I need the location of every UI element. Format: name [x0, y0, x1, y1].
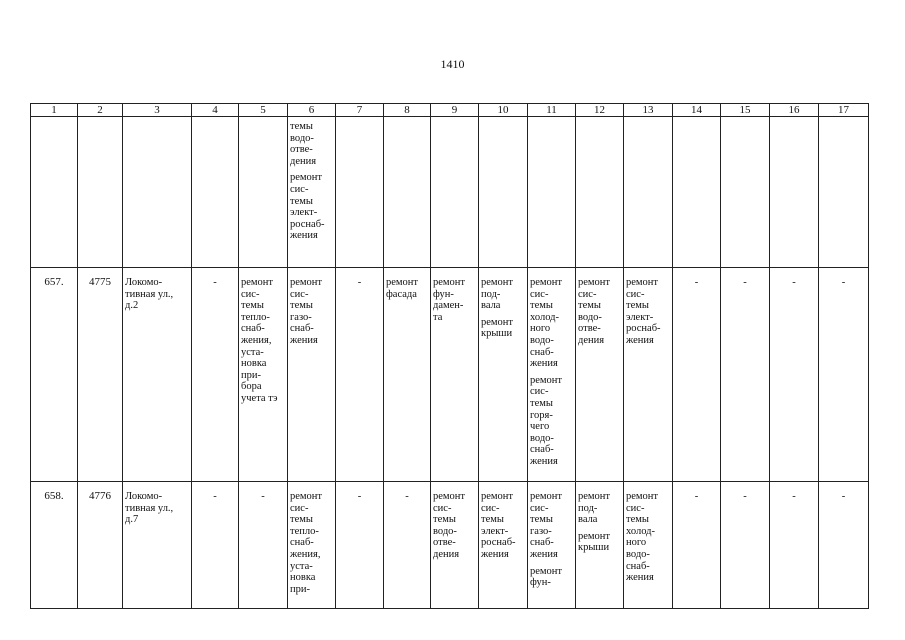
- house-id-cell: 4775: [78, 268, 123, 482]
- work-line: тепло-: [290, 525, 319, 537]
- work-line: холод-: [530, 311, 559, 323]
- work-line: жения: [530, 548, 558, 560]
- work-cell: [384, 268, 431, 482]
- work-line: ремонт: [386, 277, 419, 288]
- address-line: тивная ул.,: [125, 502, 174, 514]
- work-line: сис-: [626, 502, 645, 514]
- address-cell: [431, 117, 479, 268]
- work-line: снаб-: [530, 444, 554, 456]
- work-line: та: [433, 311, 443, 323]
- work-line: при-: [290, 583, 310, 595]
- work-line: крыши: [578, 542, 610, 554]
- work-item: [433, 491, 476, 561]
- work-line: темы: [530, 300, 553, 312]
- work-cell: [576, 482, 624, 609]
- work-item: [433, 277, 476, 323]
- value-cell: [819, 117, 869, 268]
- work-line: снаб-: [530, 346, 554, 358]
- work-line: жения: [530, 358, 558, 370]
- work-line: жения: [626, 572, 654, 584]
- work-line: под-: [481, 288, 501, 300]
- work-line: темы: [290, 300, 313, 312]
- column-number-header: 10: [479, 104, 528, 117]
- value-cell: -: [819, 268, 869, 482]
- column-number-header: 15: [721, 104, 770, 117]
- work-item: [481, 491, 525, 561]
- address-line: Локомо-: [125, 491, 163, 502]
- work-line: дения: [578, 334, 605, 346]
- work-line: крыши: [481, 328, 513, 340]
- work-line: тепло-: [241, 311, 270, 323]
- work-line: дения: [290, 155, 317, 167]
- value-cell: [336, 117, 384, 268]
- work-line: вала: [578, 514, 598, 526]
- row-number-cell: [31, 117, 78, 268]
- address-cell: [624, 117, 673, 268]
- work-line: сис-: [530, 288, 549, 300]
- work-item: [290, 172, 333, 242]
- value-cell: -: [192, 482, 239, 609]
- work-line: темы: [241, 300, 264, 312]
- work-cell: [624, 268, 673, 482]
- work-item: [481, 317, 525, 340]
- work-line: жения: [290, 230, 318, 242]
- row-number-cell: 657.: [31, 268, 78, 482]
- work-cell: [288, 117, 336, 268]
- work-line: элект-: [290, 207, 318, 219]
- work-cell: [288, 268, 336, 482]
- work-cell: [288, 482, 336, 609]
- work-line: снаб-: [530, 537, 554, 549]
- work-item: [481, 277, 525, 312]
- work-cell: [431, 482, 479, 609]
- value-cell: -: [770, 482, 819, 609]
- work-line: сис-: [290, 183, 309, 195]
- value-cell: -: [673, 482, 721, 609]
- work-cell: [479, 482, 528, 609]
- work-line: новка: [290, 572, 316, 584]
- work-line: сис-: [481, 502, 500, 514]
- house-id-cell: [78, 117, 123, 268]
- column-number-header: 7: [336, 104, 384, 117]
- address-line: д.7: [125, 514, 139, 526]
- work-item: [578, 531, 621, 554]
- work-item: [626, 277, 670, 347]
- work-line: роснаб-: [481, 537, 516, 549]
- work-item: [290, 491, 333, 595]
- work-item: [530, 491, 573, 561]
- column-number-header: 5: [239, 104, 288, 117]
- work-line: фун-: [433, 288, 454, 300]
- page-number: 1410: [440, 57, 465, 71]
- column-number-row: [31, 104, 869, 117]
- work-line: роснаб-: [290, 218, 325, 230]
- work-line: сис-: [530, 502, 549, 514]
- work-line: отве-: [290, 144, 313, 156]
- work-line: жения: [290, 334, 318, 346]
- work-line: водо-: [433, 525, 457, 537]
- column-number-header: 14: [673, 104, 721, 117]
- work-line: ремонт: [290, 277, 323, 288]
- work-line: темы: [530, 514, 553, 526]
- address-cell: [384, 117, 431, 268]
- work-line: снаб-: [626, 560, 650, 572]
- column-number-header: 8: [384, 104, 431, 117]
- column-number-header: 12: [576, 104, 624, 117]
- work-line: фун-: [530, 577, 551, 589]
- work-cell: [528, 482, 576, 609]
- work-item: [530, 566, 573, 589]
- work-line: сис-: [290, 288, 309, 300]
- value-cell: [770, 117, 819, 268]
- work-cell: [576, 268, 624, 482]
- work-line: ремонт: [433, 491, 466, 502]
- work-line: ремонт: [481, 277, 514, 288]
- table-row: [31, 117, 869, 268]
- house-id-cell: 4776: [78, 482, 123, 609]
- address-line: д.2: [125, 300, 139, 312]
- work-line: под-: [578, 502, 598, 514]
- work-line: темы: [290, 121, 313, 132]
- work-line: темы: [578, 300, 601, 312]
- value-cell: -: [336, 268, 384, 482]
- work-line: темы: [626, 300, 649, 312]
- address-cell: [576, 117, 624, 268]
- work-line: темы: [481, 514, 504, 526]
- column-number-header: 9: [431, 104, 479, 117]
- work-cell: [624, 482, 673, 609]
- address-line: Локомо-: [125, 277, 163, 288]
- work-line: снаб-: [290, 323, 314, 335]
- work-line: отве-: [433, 537, 456, 549]
- work-line: фасада: [386, 288, 417, 300]
- work-line: водо-: [530, 432, 554, 444]
- value-cell: -: [384, 482, 431, 609]
- work-line: жения: [481, 548, 509, 560]
- work-item: [626, 491, 670, 584]
- work-line: водо-: [530, 334, 554, 346]
- work-line: ремонт: [530, 491, 563, 502]
- work-line: сис-: [433, 502, 452, 514]
- address-line: тивная ул.,: [125, 288, 174, 300]
- work-line: чего: [530, 421, 550, 433]
- address-cell: [123, 268, 192, 482]
- column-number-header: 17: [819, 104, 869, 117]
- column-number-header: 2: [78, 104, 123, 117]
- table-row: [31, 482, 869, 609]
- work-line: ного: [626, 537, 647, 549]
- work-line: газо-: [290, 311, 312, 323]
- work-line: водо-: [626, 548, 650, 560]
- work-cell: [431, 268, 479, 482]
- work-line: ремонт: [530, 277, 563, 288]
- work-line: ремонт: [530, 374, 563, 386]
- work-line: водо-: [290, 132, 314, 144]
- work-line: водо-: [578, 311, 602, 323]
- work-line: дения: [433, 548, 460, 560]
- row-number-cell: 658.: [31, 482, 78, 609]
- work-item: [386, 277, 428, 300]
- table-row: [31, 268, 869, 482]
- address-cell: [123, 482, 192, 609]
- value-cell: -: [819, 482, 869, 609]
- work-line: жения,: [241, 334, 272, 346]
- address-cell: [239, 117, 288, 268]
- work-line: сис-: [530, 386, 549, 398]
- work-line: сис-: [626, 288, 645, 300]
- work-item: [290, 121, 333, 167]
- work-line: ремонт: [481, 491, 514, 502]
- work-line: газо-: [530, 525, 552, 537]
- work-line: ремонт: [626, 277, 659, 288]
- work-line: бора: [241, 381, 262, 393]
- work-line: темы: [530, 397, 553, 409]
- work-line: вала: [481, 300, 501, 312]
- work-line: ремонт: [578, 530, 611, 542]
- column-number-header: 16: [770, 104, 819, 117]
- work-line: ремонт: [578, 491, 611, 502]
- work-item: [530, 375, 573, 468]
- address-cell: [528, 117, 576, 268]
- value-cell: -: [673, 268, 721, 482]
- column-number-header: 4: [192, 104, 239, 117]
- work-line: ремонт: [241, 277, 274, 288]
- work-line: жения: [626, 334, 654, 346]
- work-line: при-: [241, 369, 261, 381]
- value-cell: -: [239, 482, 288, 609]
- value-cell: -: [770, 268, 819, 482]
- work-line: снаб-: [290, 537, 314, 549]
- work-line: учета тэ: [241, 392, 278, 404]
- work-line: ремонт: [578, 277, 611, 288]
- work-line: ного: [530, 323, 551, 335]
- value-cell: -: [721, 482, 770, 609]
- work-item: [530, 277, 573, 370]
- value-cell: -: [721, 268, 770, 482]
- column-number-header: 11: [528, 104, 576, 117]
- value-cell: -: [336, 482, 384, 609]
- work-line: ремонт: [290, 172, 323, 184]
- work-item: [578, 277, 621, 347]
- work-line: уста-: [241, 346, 264, 358]
- work-line: новка: [241, 358, 267, 370]
- work-item: [578, 491, 621, 526]
- column-number-header: 6: [288, 104, 336, 117]
- work-line: дамен-: [433, 300, 464, 312]
- work-line: сис-: [290, 502, 309, 514]
- work-cell: [528, 268, 576, 482]
- column-number-header: 3: [123, 104, 192, 117]
- work-line: элект-: [626, 311, 654, 323]
- work-line: ремонт: [626, 491, 659, 502]
- work-item: [241, 277, 285, 405]
- work-line: сис-: [241, 288, 260, 300]
- work-line: ремонт: [481, 316, 514, 328]
- work-line: ремонт: [530, 565, 563, 577]
- work-line: уста-: [290, 560, 313, 572]
- column-number-header: 1: [31, 104, 78, 117]
- work-line: холод-: [626, 525, 655, 537]
- value-cell: [721, 117, 770, 268]
- column-number-header: 13: [624, 104, 673, 117]
- work-line: роснаб-: [626, 323, 661, 335]
- work-cell: [239, 268, 288, 482]
- work-line: отве-: [578, 323, 601, 335]
- work-line: темы: [290, 514, 313, 526]
- value-cell: [673, 117, 721, 268]
- work-line: темы: [626, 514, 649, 526]
- work-line: элект-: [481, 525, 509, 537]
- value-cell: [123, 117, 192, 268]
- work-line: жения: [530, 455, 558, 467]
- value-cell: [192, 117, 239, 268]
- work-line: ремонт: [433, 277, 466, 288]
- work-item: [290, 277, 333, 347]
- works-table: [30, 103, 869, 609]
- address-cell: [479, 117, 528, 268]
- work-line: темы: [290, 195, 313, 207]
- value-cell: -: [192, 268, 239, 482]
- work-cell: [479, 268, 528, 482]
- work-line: ремонт: [290, 491, 323, 502]
- work-line: жения,: [290, 548, 321, 560]
- work-line: горя-: [530, 409, 553, 421]
- work-line: темы: [433, 514, 456, 526]
- work-line: сис-: [578, 288, 597, 300]
- work-line: снаб-: [241, 323, 265, 335]
